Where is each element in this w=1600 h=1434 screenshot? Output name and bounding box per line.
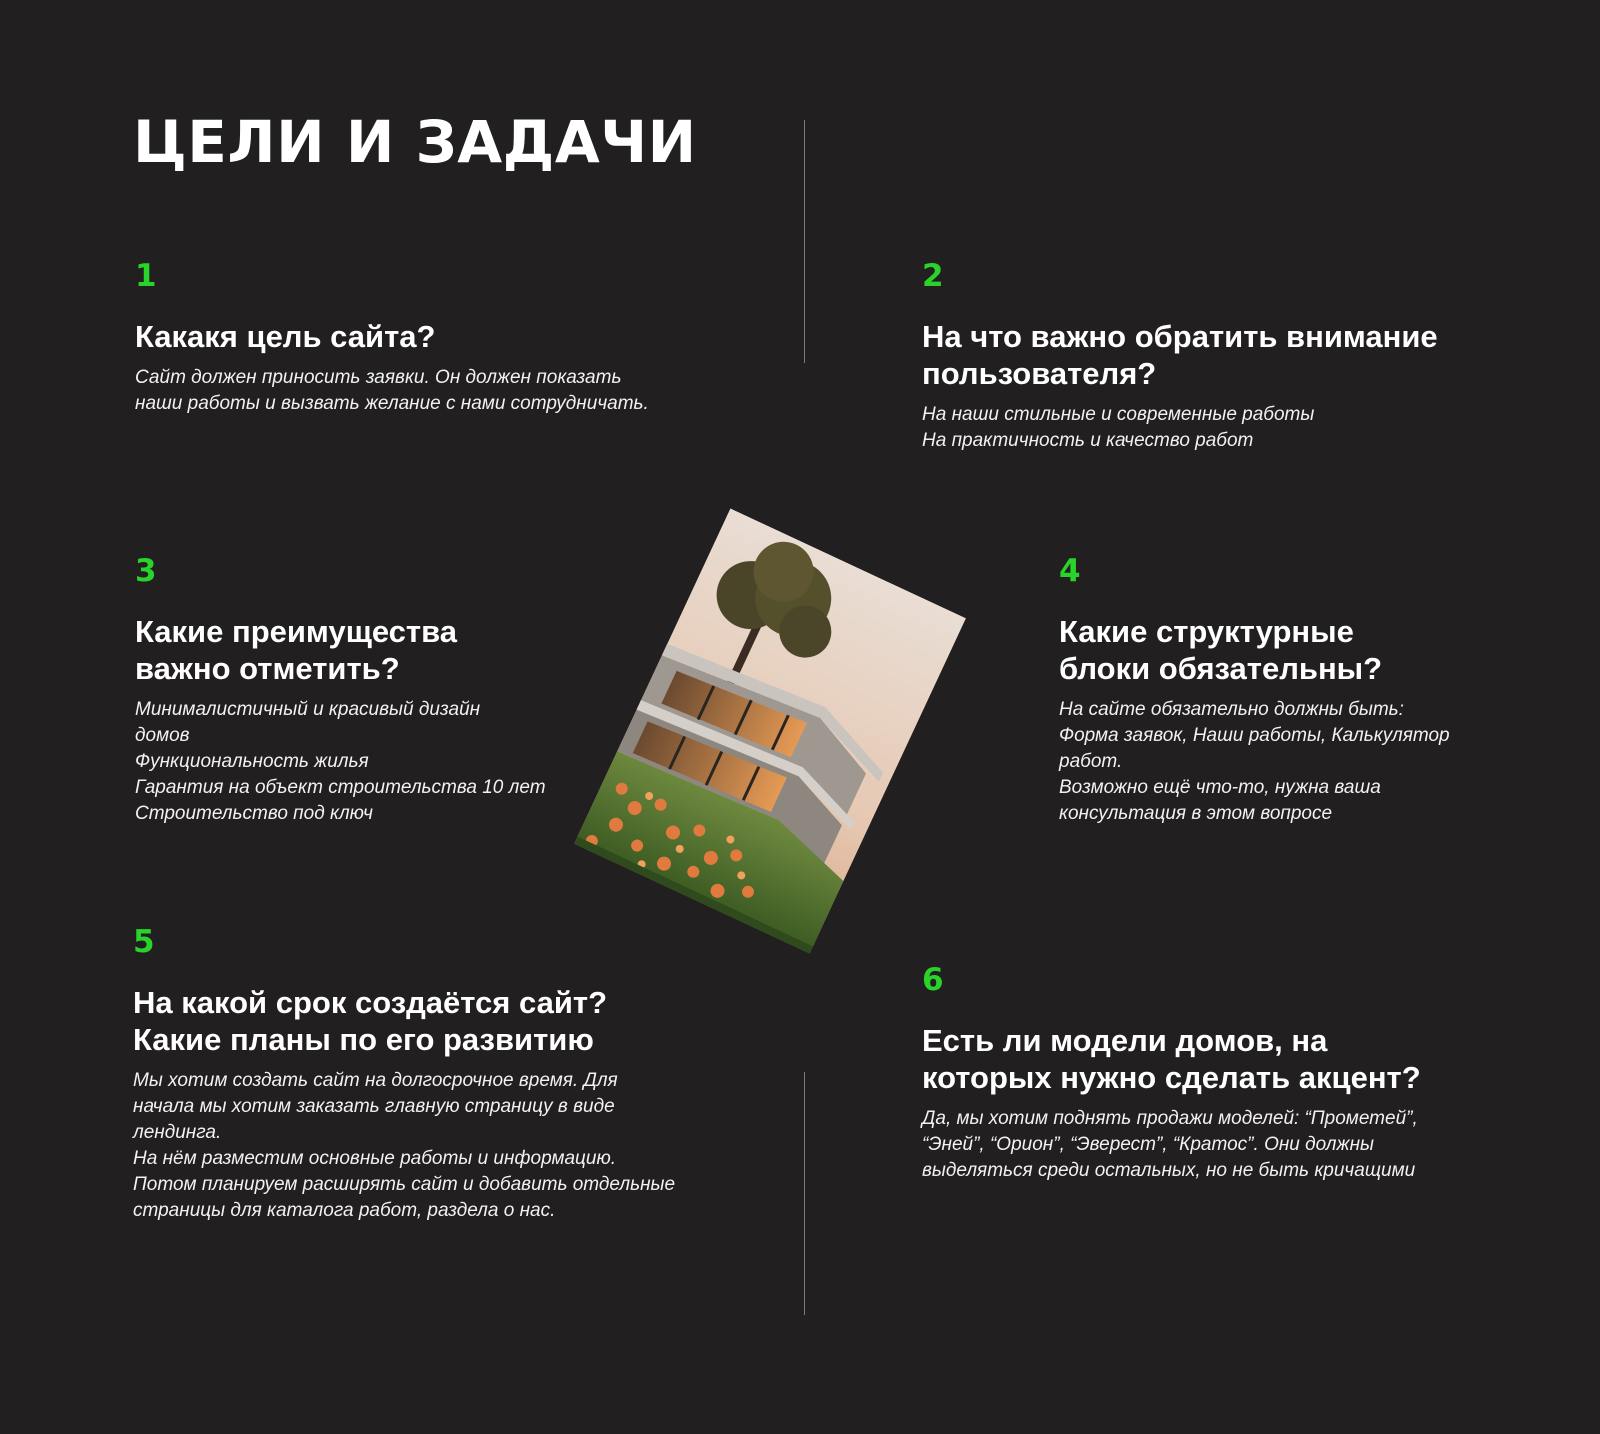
answer-line: Да, мы хотим поднять продажи моделей: “Прометей”, (922, 1108, 1418, 1129)
answer-line: консультация в этом вопросе (1059, 803, 1333, 824)
answer-line: На сайте обязательно должны быть: (1059, 699, 1404, 720)
answer-line: “Эней”, “Орион”, “Эверест”, “Кратос”. Они должны (922, 1134, 1375, 1155)
block-question: На какой срок создаётся сайт? Какие планы по его развитию (133, 985, 608, 1057)
answer-line: Минималистичный и красивый дизайн (135, 699, 481, 720)
block-question: Есть ли модели домов, на которых нужно сделать акцент? (922, 1023, 1421, 1095)
house-photo (574, 508, 966, 953)
answer-line: Возможно ещё что-то, нужна ваша (1059, 777, 1381, 798)
block-question: Какие преимущества важно отметить? (135, 614, 457, 686)
answer-line: Форма заявок, Наши работы, Калькулятор (1059, 725, 1450, 746)
answer-line: лендинга. (133, 1122, 222, 1143)
vertical-divider-bottom (804, 1072, 805, 1315)
block-number: 4 (1059, 553, 1081, 589)
house-illustration (574, 508, 966, 953)
block-answer (922, 402, 1522, 454)
answer-line: начала мы хотим заказать главную страницу в виде (133, 1096, 615, 1117)
answer-line: Сайт должен приносить заявки. Он должен показать (135, 367, 622, 388)
answer-line: наши работы и вызвать желание с нами сотрудничать. (135, 393, 649, 414)
goal-block-2 (922, 258, 1522, 454)
block-answer (1059, 697, 1529, 827)
block-question: Какие структурные блоки обязательны? (1059, 614, 1383, 686)
block-number: 5 (133, 924, 155, 960)
block-number: 6 (922, 962, 944, 998)
goal-block-1 (135, 258, 695, 417)
block-answer (135, 365, 695, 417)
answer-line: Потом планируем расширять сайт и добавить отдельные (133, 1174, 676, 1195)
page-title: ЦЕЛИ И ЗАДАЧИ (133, 108, 697, 176)
block-number: 2 (922, 258, 944, 294)
answer-line: Гарантия на объект строительства 10 лет (135, 777, 546, 798)
block-number: 3 (135, 553, 157, 589)
goal-block-3 (135, 553, 595, 827)
block-question: На что важно обратить внимание пользователя? (922, 319, 1438, 391)
answer-line: страницы для каталога работ, раздела о нас. (133, 1200, 556, 1221)
answer-line: На наши стильные и современные работы (922, 404, 1315, 425)
answer-line: выделяться среди остальных, но не быть кричащими (922, 1160, 1416, 1181)
goal-block-6 (922, 962, 1522, 1184)
answer-line: На практичность и качество работ (922, 430, 1254, 451)
answer-line: Функциональность жилья (135, 751, 369, 772)
block-answer (922, 1106, 1522, 1184)
answer-line: Строительство под ключ (135, 803, 373, 824)
block-answer (133, 1068, 753, 1224)
goal-block-5 (133, 924, 753, 1224)
goal-block-4 (1059, 553, 1529, 827)
answer-line: домов (135, 725, 190, 746)
answer-line: Мы хотим создать сайт на долгосрочное время. Для (133, 1070, 618, 1091)
answer-line: работ. (1059, 751, 1123, 772)
vertical-divider-top (804, 120, 805, 363)
block-answer (135, 697, 595, 827)
block-number: 1 (135, 258, 157, 294)
block-question: Какакя цель сайта? (135, 319, 436, 354)
answer-line: На нём разместим основные работы и информацию. (133, 1148, 617, 1169)
